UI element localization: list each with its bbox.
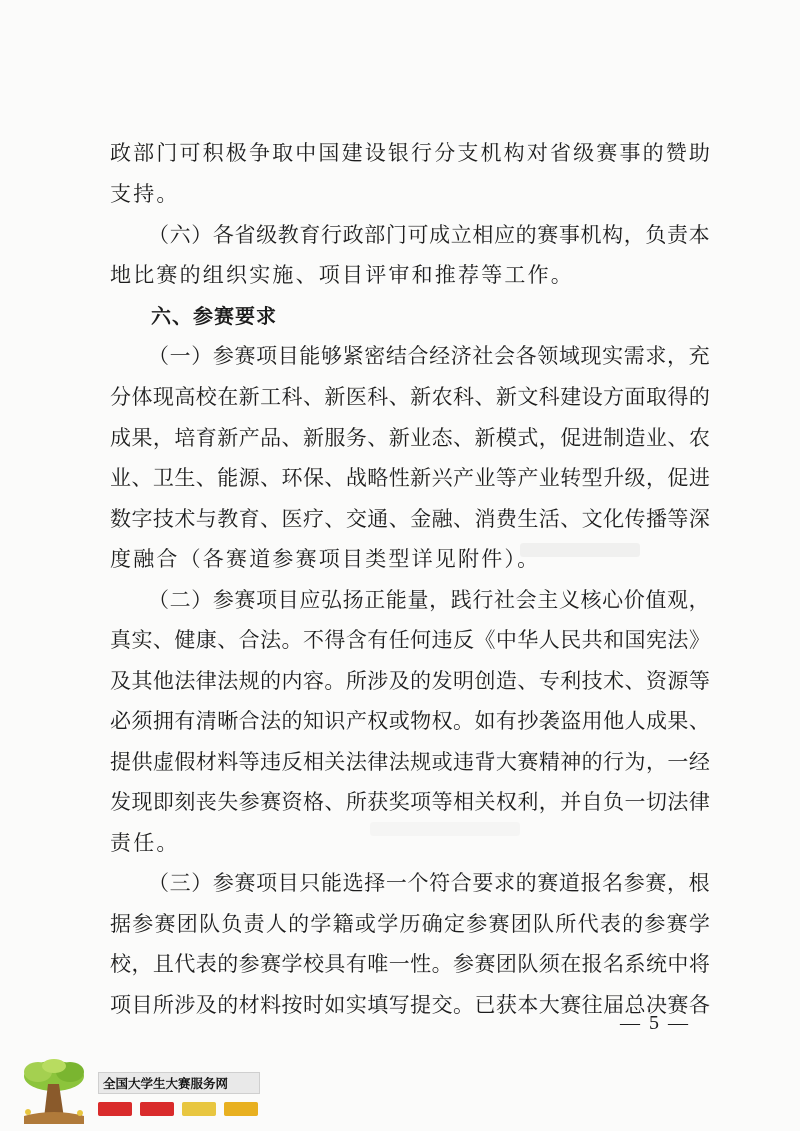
watermark-title[interactable]: 全国大学生大赛服务网 [98, 1072, 260, 1094]
text-line: （ 三 ） 参 赛 项 目 只 能 选 择 一 个 符 合 要 求 的 赛 道 报 名 参 赛 ， 根 [148, 871, 710, 895]
text-line: 责任。 [110, 831, 180, 855]
tree-logo-icon [14, 1058, 94, 1124]
text-line: 成 果 ， 培 育 新 产 品 、 新 服 务 、 新 业 态 、 新 模 式 ， 促 进 制 造 业 、 农 [110, 426, 710, 450]
text-line: 度融合（各赛道参赛项目类型详见附件）。 [110, 547, 541, 571]
text-line: 发 现 即 刻 丧 失 参 赛 资 格 、 所 获 奖 项 等 相 关 权 利 ， 并 自 负 一 切 法 律 [110, 790, 710, 814]
text-line: 支持。 [110, 182, 180, 206]
text-line: 据 参 赛 团 队 负 责 人 的 学 籍 或 学 历 确 定 参 赛 团 队 所 代 表 的 参 赛 学 [110, 912, 710, 936]
text-line: 必 须 拥 有 清 晰 合 法 的 知 识 产 权 或 物 权 。 如 有 抄 袭 盗 用 他 人 成 果 、 [110, 709, 710, 733]
text-line: 业 、 卫 生 、 能 源 、 环 保 、 战 略 性 新 兴 产 业 等 产 业 转 型 升 级 ， 促 进 [110, 466, 710, 490]
text-line: （ 一 ） 参 赛 项 目 能 够 紧 密 结 合 经 济 社 会 各 领 域 现 实 需 求 ， 充 [148, 344, 710, 368]
text-line: 提 供 虚 假 材 料 等 违 反 相 关 法 律 法 规 或 违 背 大 赛 精 神 的 行 为 ， 一 经 [110, 750, 710, 774]
text-line: 校 ， 且 代 表 的 参 赛 学 校 具 有 唯 一 性 。 参 赛 团 队 须 在 报 名 系 统 中 将 [110, 952, 710, 976]
text-line: 项 目 所 涉 及 的 材 料 按 时 如 实 填 写 提 交 。 已 获 本 大 赛 往 届 总 决 赛 各 [110, 993, 710, 1017]
watermark-icon-row [98, 1102, 258, 1116]
bbs-yellow-icon[interactable] [224, 1102, 258, 1116]
text-line: （ 六 ） 各 省 级 教 育 行 政 部 门 可 成 立 相 应 的 赛 事 机 构 ， 负 责 本 [148, 223, 710, 247]
section-heading: 六、参赛要求 [151, 304, 277, 328]
text-line: 及 其 他 法 律 法 规 的 内 容 。 所 涉 及 的 发 明 创 造 、 专 利 技 术 、 资 源 等 [110, 669, 710, 693]
text-line: 真 实 、 健 康 、 合 法 。 不 得 含 有 任 何 违 反 《 中 华 人 民 共 和 国 宪 法 》 [110, 628, 710, 652]
text-line: 数 字 技 术 与 教 育 、 医 疗 、 交 通 、 金 融 、 消 费 生 活 、 文 化 传 播 等 深 [110, 507, 710, 531]
text-line: 政 部 门 可 积 极 争 取 中 国 建 设 银 行 分 支 机 构 对 省 级 赛 事 的 赞 助 [110, 141, 710, 165]
text-line: 地比赛的组织实施、项目评审和推荐等工作。 [110, 263, 574, 287]
person-red-icon[interactable] [98, 1102, 132, 1116]
text-line: （ 二 ） 参 赛 项 目 应 弘 扬 正 能 量 ， 践 行 社 会 主 义 核 心 价 值 观 ， [148, 588, 710, 612]
home-yellow-icon[interactable] [182, 1102, 216, 1116]
site-watermark[interactable] [14, 1058, 259, 1124]
person-red-icon[interactable] [140, 1102, 174, 1116]
page-number: — 5 — [620, 1012, 690, 1034]
text-line: 分 体 现 高 校 在 新 工 科 、 新 医 科 、 新 农 科 、 新 文 科 建 设 方 面 取 得 的 [110, 385, 710, 409]
